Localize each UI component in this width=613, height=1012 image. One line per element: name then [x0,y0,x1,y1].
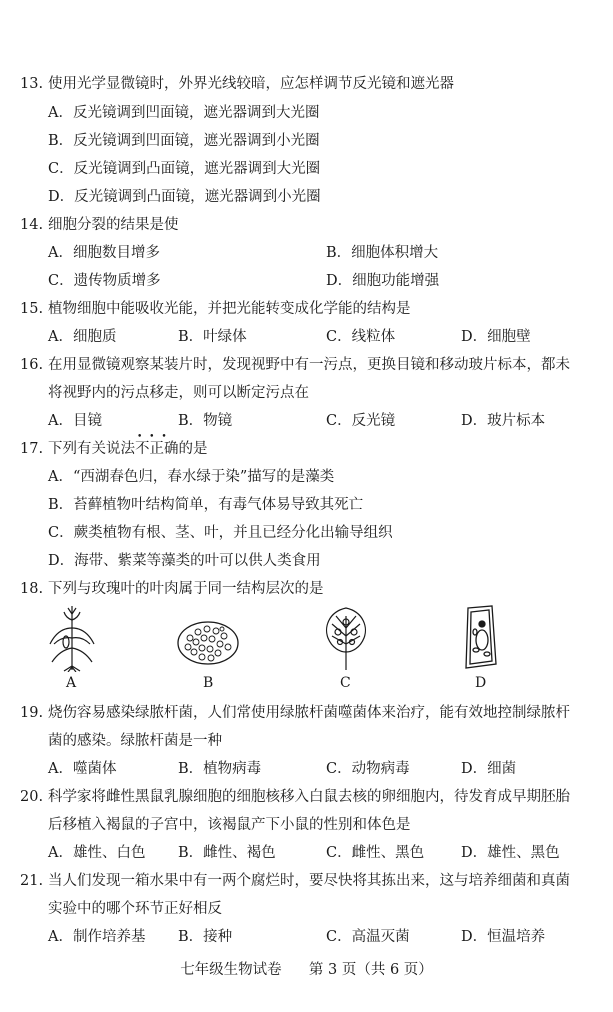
option-c: C．线粒体 [326,329,396,345]
option-a: A．细胞数目增多 [48,245,160,261]
option-d: D．海带、紫菜等藻类的叶可以供人类食用 [48,553,321,569]
page-number: 第 3 页（共 6 页） [308,962,433,978]
corn-plant-figure [44,604,100,672]
option-a: A．噬菌体 [48,761,117,777]
question-text: 植物细胞中能吸收光能，并把光能转变成化学能的结构是 [48,301,411,317]
option-c: C．高温灭菌 [326,929,410,945]
option-c: C．反光镜 [326,413,396,429]
question-text-line-2: 后移植入褐鼠的子宫中，该褐鼠产下小鼠的性别和体色是 [48,817,411,833]
question-text-line-2: 实验中的哪个环节正好相反 [48,901,222,917]
question-number: 20. [20,789,44,805]
option-d: D．细胞壁 [461,329,531,345]
tissue-cluster-figure [176,620,240,666]
option-a: A．制作培养基 [48,929,146,945]
leaf-figure [322,606,370,672]
question-text: 细胞分裂的结果是使 [48,217,179,233]
question-text-pre: 下列有关说法 [48,441,135,457]
question-text-line-2: 将视野内的污点移走，则可以断定污点在 [48,385,309,401]
option-b: B．接种 [178,929,233,945]
option-a: A．细胞质 [48,329,117,345]
option-a: A．目镜 [48,413,102,429]
option-c: C．遗传物质增多 [48,273,161,289]
figure-label-c: C [340,675,351,691]
question-text: 下列与玫瑰叶的叶肉属于同一结构层次的是 [48,581,324,597]
option-b: B．反光镜调到凹面镜，遮光器调到小光圈 [48,133,320,149]
option-d: D．雄性、黑色 [461,845,560,861]
option-d: D．反光镜调到凸面镜，遮光器调到小光圈 [48,189,321,205]
question-text: 使用光学显微镜时，外界光线较暗，应怎样调节反光镜和遮光器 [48,76,454,92]
option-c: C．蕨类植物有根、茎、叶，并且已经分化出输导组织 [48,525,393,541]
option-b: B．苔藓植物叶结构简单，有毒气体易导致其死亡 [48,497,364,513]
option-a: A．“西湖春色归，春水绿于染”描写的是藻类 [48,469,335,485]
question-text-line-1: 烧伤容易感染绿脓杆菌，人们常使用绿脓杆菌噬菌体来治疗，能有效地控制绿脓杆 [48,705,570,721]
question-number: 13. [20,76,44,92]
question-text-line-1: 科学家将雌性黑鼠乳腺细胞的细胞核移入白鼠去核的卵细胞内，待发育成早期胚胎 [48,789,570,805]
question-number: 19. [20,705,44,721]
option-b: B．植物病毒 [178,761,262,777]
option-a: A．反光镜调到凹面镜，遮光器调到大光圈 [48,105,320,121]
option-c: C．雌性、黑色 [326,845,425,861]
figure-label-d: D [475,675,487,691]
question-text-line-1: 在用显微镜观察某装片时，发现视野中有一污点，更换目镜和移动玻片标本，都未 [48,357,570,373]
question-number: 14. [20,217,44,233]
figure-label-a: A [66,675,77,691]
option-d: D．玻片标本 [461,413,546,429]
plant-cell-figure [460,604,500,672]
emphasized-text: 不正确 • • • [135,439,179,459]
option-c: C．动物病毒 [326,761,410,777]
question-text-line-1: 当人们发现一箱水果中有一两个腐烂时，要尽快将其拣出来，这与培养细菌和真菌 [48,873,570,889]
option-d: D．细胞功能增强 [326,273,440,289]
question-number: 18. [20,581,44,597]
question-text-post: 的是 [178,441,208,457]
question-text-line-2: 菌的感染。绿脓杆菌是一种 [48,733,222,749]
question-text [48,439,208,459]
option-b: B．叶绿体 [178,329,247,345]
option-b: B．细胞体积增大 [326,245,439,261]
option-b: B．物镜 [178,413,233,429]
exam-title: 七年级生物试卷 [180,962,282,978]
option-d: D．恒温培养 [461,929,546,945]
question-number: 15. [20,301,44,317]
option-b: B．雌性、褐色 [178,845,276,861]
page-footer [0,958,613,979]
option-a: A．雄性、白色 [48,845,146,861]
question-number: 17. [20,441,44,457]
option-d: D．细菌 [461,761,517,777]
figure-label-b: B [203,675,214,691]
option-c: C．反光镜调到凸面镜，遮光器调到大光圈 [48,161,321,177]
question-number: 16. [20,357,44,373]
question-number: 21. [20,873,44,889]
